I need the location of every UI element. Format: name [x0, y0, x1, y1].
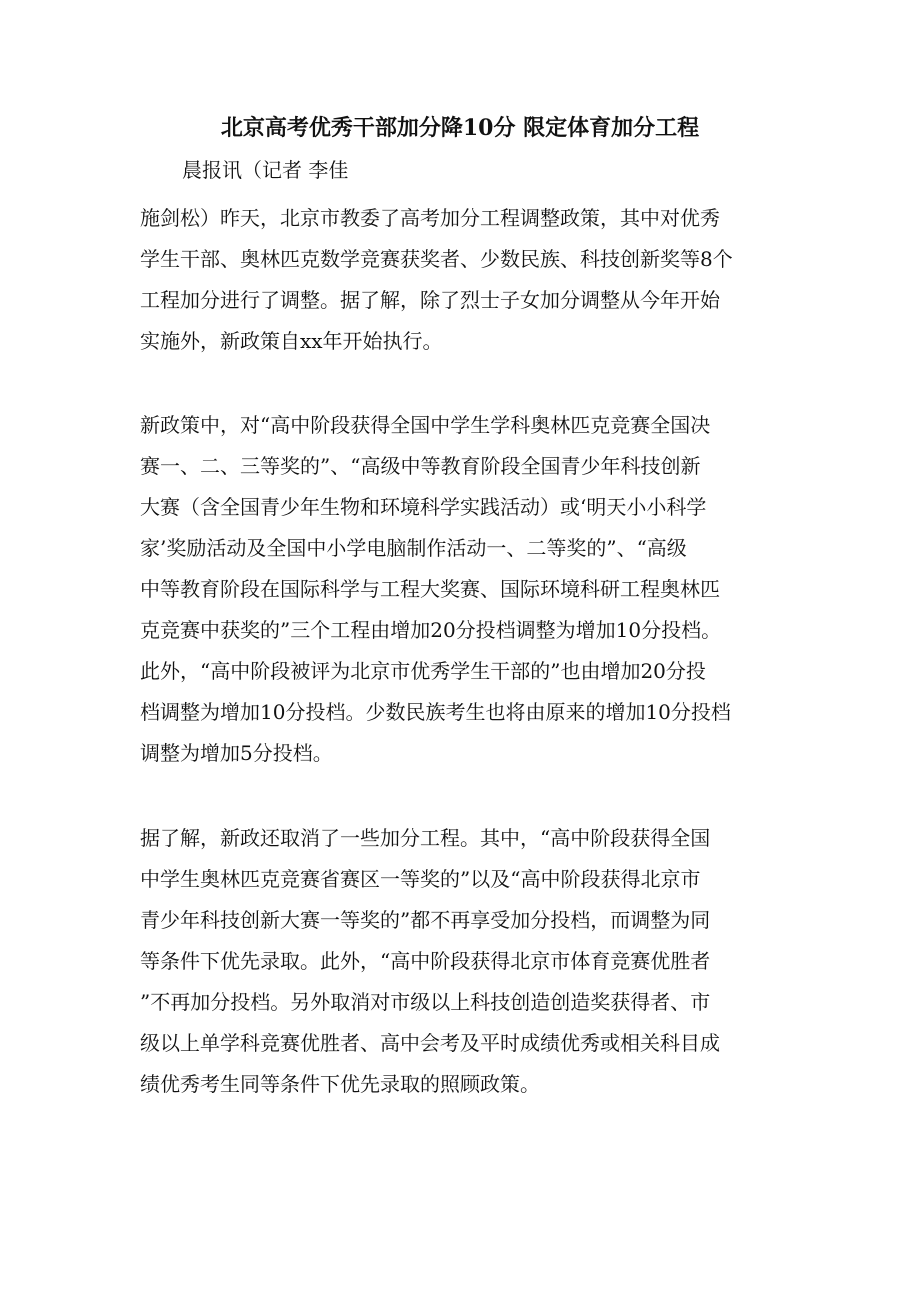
paragraph-2-line: 克竞赛中获奖的”三个工程由增加20分投档调整为增加10分投档。 [140, 618, 722, 642]
paragraph-3-line: 等条件下优先录取。此外，“高中阶段获得北京市体育竞赛优胜者 [140, 949, 711, 973]
paragraph-3-line: 青少年科技创新大赛一等奖的”都不再享受加分投档，而调整为同 [140, 908, 711, 932]
paragraph-2-line: 新政策中，对“高中阶段获得全国中学生学科奥林匹克竞赛全国决 [140, 413, 711, 437]
paragraph-3-line: 据了解，新政还取消了一些加分工程。其中，“高中阶段获得全国 [140, 826, 711, 850]
paragraph-1-line: 工程加分进行了调整。据了解，除了烈士子女加分调整从今年开始 [140, 288, 720, 312]
article-title: 北京高考优秀干部加分降10分 限定体育加分工程 [220, 115, 700, 141]
paragraph-2-line: 中等教育阶段在国际科学与工程大奖赛、国际环境科研工程奥林匹 [140, 577, 720, 601]
paragraph-3-line: 级以上单学科竞赛优胜者、高中会考及平时成绩优秀或相关科目成 [140, 1031, 720, 1055]
paragraph-2-line: 调整为增加5分投档。 [140, 741, 333, 765]
paragraph-3-line: 绩优秀考生同等条件下优先录取的照顾政策。 [140, 1072, 540, 1096]
paragraph-2-line: 档调整为增加10分投档。少数民族考生也将由原来的增加10分投档 [140, 700, 731, 724]
paragraph-2-line: 家’奖励活动及全国中小学电脑制作活动一、二等奖的”、“高级 [140, 536, 687, 560]
article-byline: 晨报讯（记者 李佳 [182, 158, 349, 182]
paragraph-1-line: 学生干部、奥林匹克数学竞赛获奖者、少数民族、科技创新奖等8个 [140, 247, 733, 271]
paragraph-1-line: 施剑松）昨天，北京市教委了高考加分工程调整政策，其中对优秀 [140, 206, 720, 230]
paragraph-2-line: 赛一、二、三等奖的”、“高级中等教育阶段全国青少年科技创新 [140, 454, 701, 478]
paragraph-2-line: 大赛（含全国青少年生物和环境科学实践活动）或‘明天小小科学 [140, 495, 707, 519]
paragraph-3-line: ”不再加分投档。另外取消对市级以上科技创造创造奖获得者、市 [140, 990, 711, 1014]
paragraph-2-line: 此外，“高中阶段被评为北京市优秀学生干部的”也由增加20分投 [140, 659, 706, 683]
paragraph-3-line: 中学生奥林匹克竞赛省赛区一等奖的”以及“高中阶段获得北京市 [140, 867, 701, 891]
paragraph-1-line: 实施外，新政策自xx年开始执行。 [140, 329, 443, 353]
